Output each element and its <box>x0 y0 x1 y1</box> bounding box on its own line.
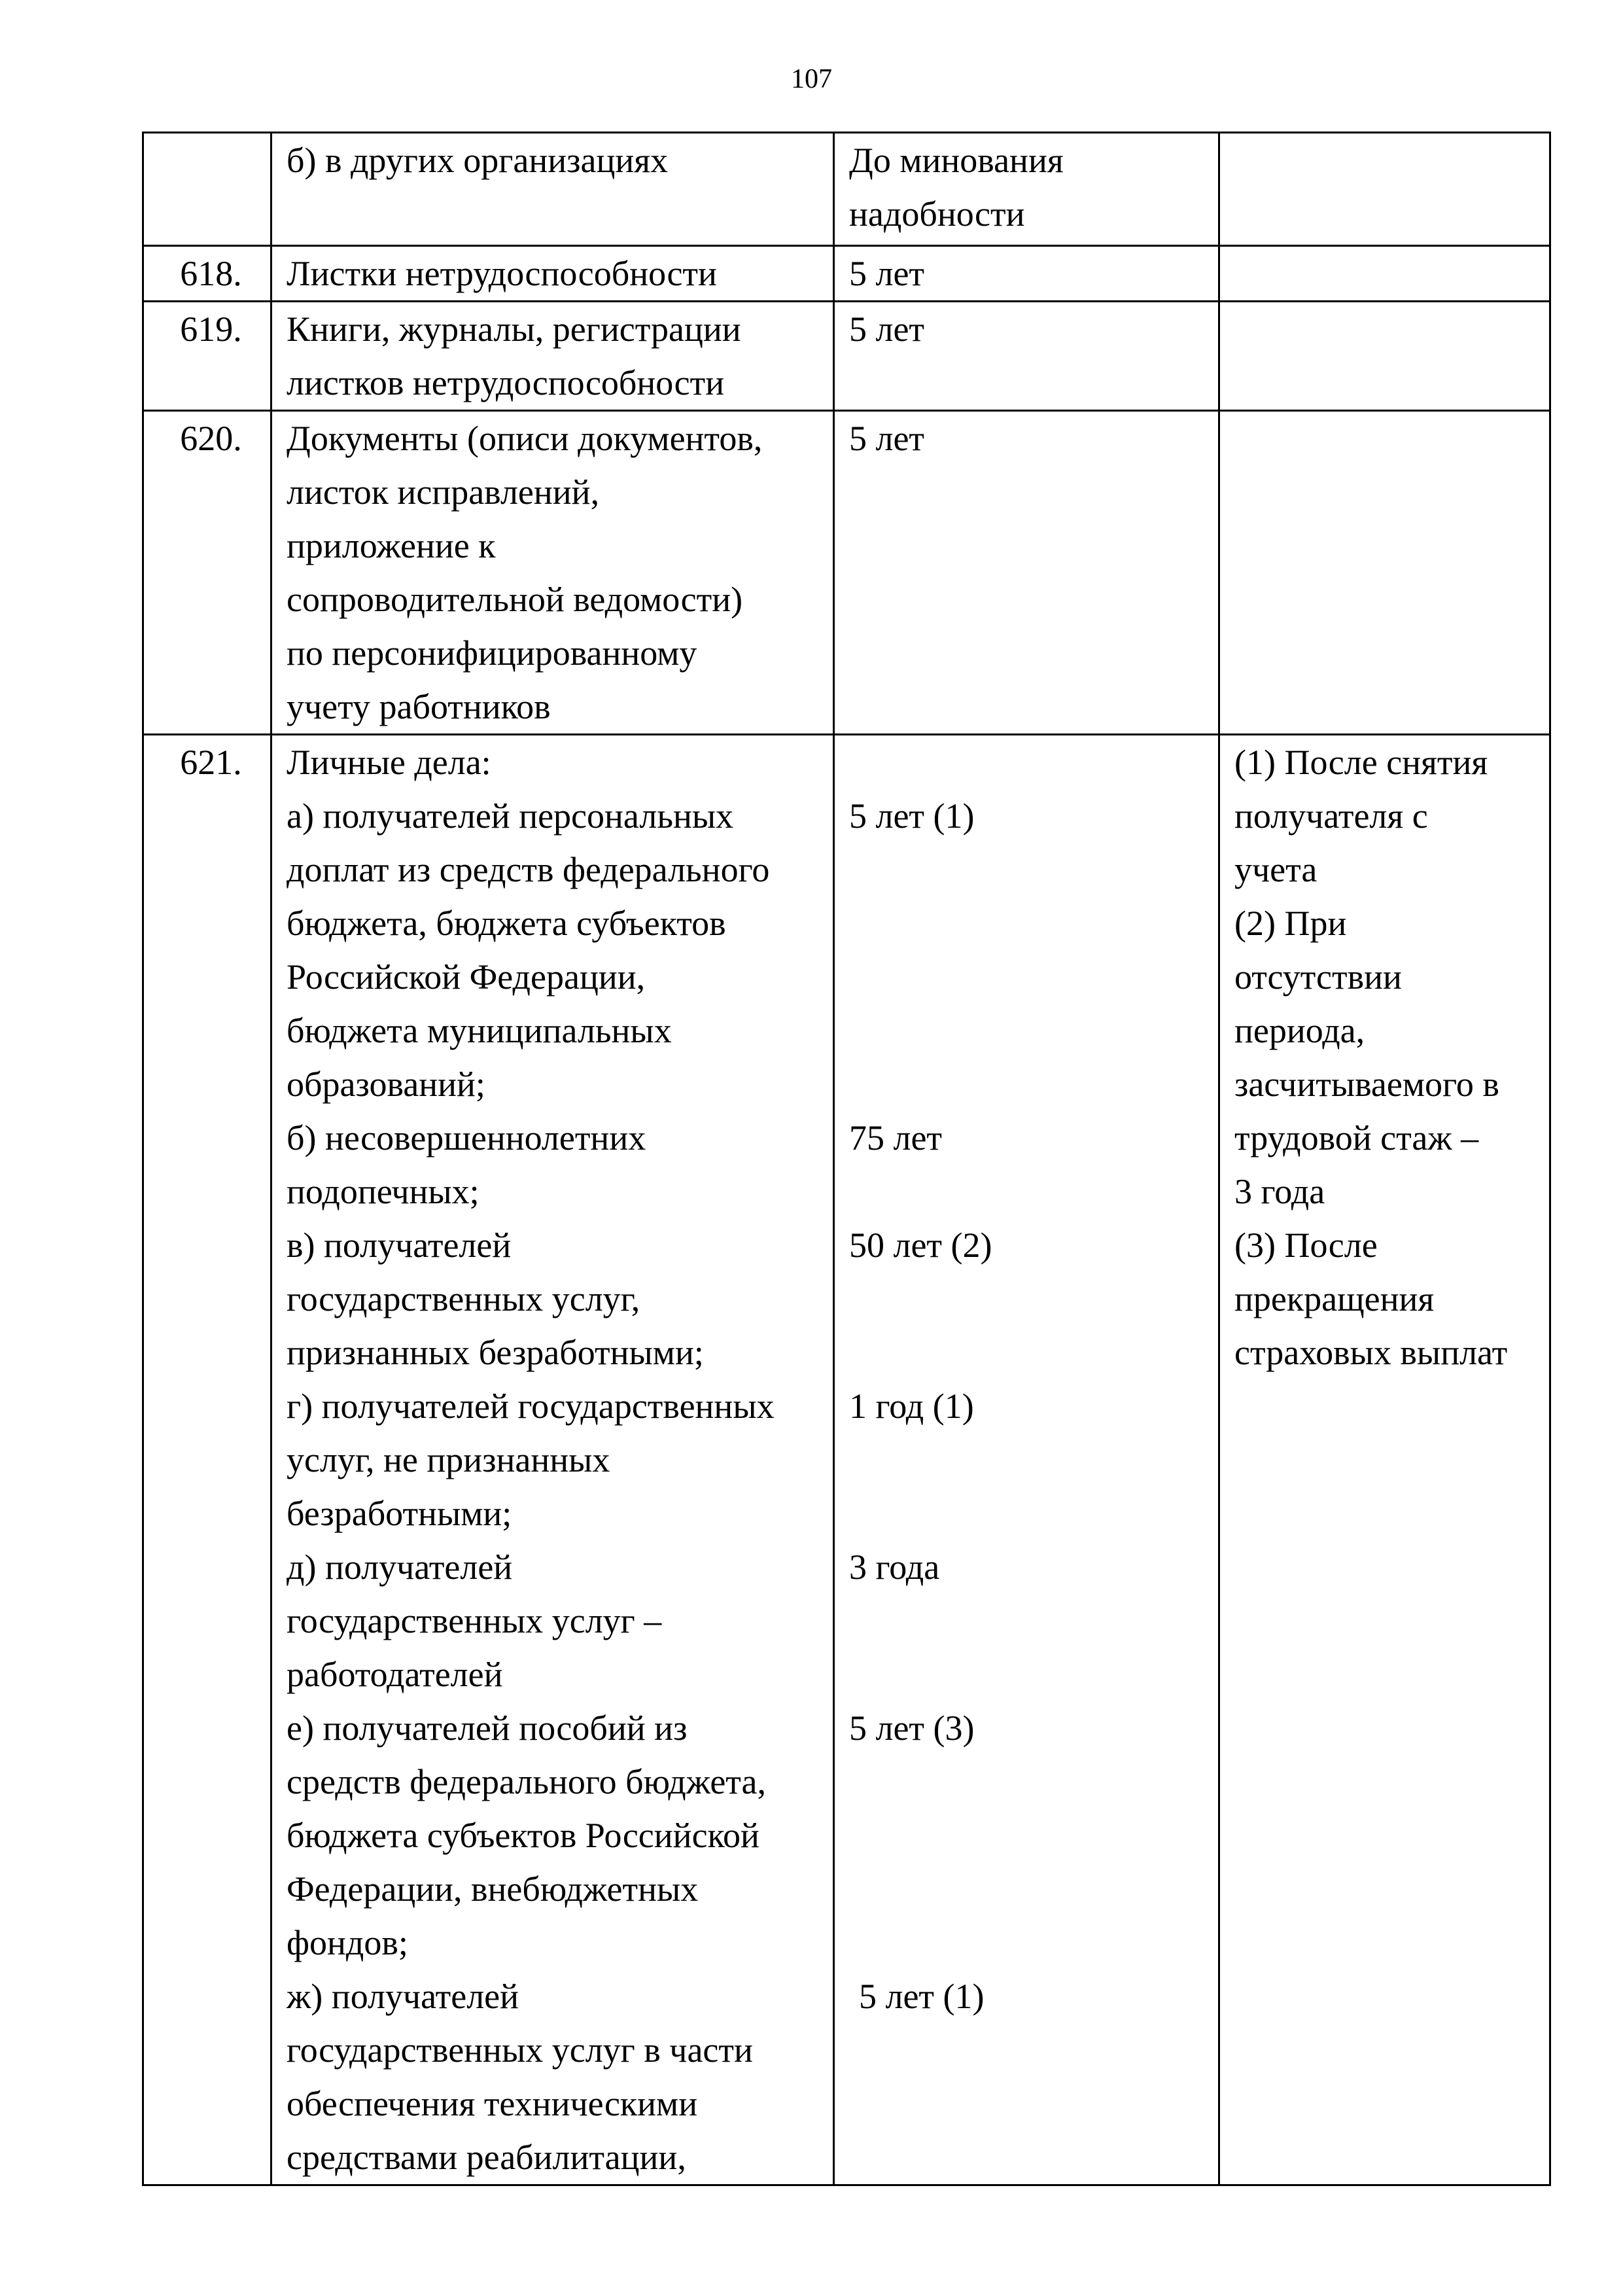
term-spacer <box>849 1004 1212 1057</box>
term-spacer <box>849 735 1212 789</box>
title-line: в) получателей <box>287 1226 512 1265</box>
note-line: 3 года <box>1234 1172 1325 1211</box>
term-line: 75 лет <box>849 1118 943 1157</box>
term-spacer <box>849 1862 1212 1916</box>
title-line: признанных безработными; <box>287 1333 704 1372</box>
note-line: трудовой стаж – <box>1234 1118 1479 1157</box>
retention-table <box>142 132 1551 2186</box>
term-line: 5 лет (1) <box>859 1977 985 2016</box>
term-line: 5 лет <box>849 309 925 349</box>
title-cell <box>271 735 834 2185</box>
title-cell <box>271 411 834 735</box>
row-number-cell: 620. <box>143 411 271 735</box>
term-spacer <box>849 1326 1212 1379</box>
table-row <box>143 735 1550 2185</box>
title-line: сопроводительной ведомости) <box>287 580 743 619</box>
title-line: фондов; <box>287 1923 408 1962</box>
term-spacer <box>849 1165 1212 1218</box>
term-line: 50 лет (2) <box>849 1226 992 1265</box>
term-line: 5 лет (3) <box>849 1708 975 1748</box>
note-line: (3) После <box>1234 1226 1378 1265</box>
title-line: г) получателей государственных <box>287 1386 775 1426</box>
title-line: б) несовершеннолетних <box>287 1118 646 1157</box>
term-spacer <box>849 1648 1212 1701</box>
term-spacer <box>849 950 1212 1004</box>
table-row <box>143 411 1550 735</box>
term-spacer <box>849 1755 1212 1809</box>
title-line: листков нетрудоспособности <box>287 363 725 402</box>
title-line: образований; <box>287 1065 485 1104</box>
title-line: б) в других организациях <box>287 141 669 180</box>
term-spacer <box>849 1594 1212 1648</box>
note-cell <box>1219 133 1550 246</box>
row-number-cell: 619. <box>143 302 271 411</box>
note-line: учета <box>1234 850 1318 889</box>
term-line: До минования <box>849 141 1064 180</box>
title-line: средств федерального бюджета, <box>287 1762 767 1801</box>
title-line: Личные дела: <box>287 743 491 782</box>
term-spacer <box>849 1916 1212 1969</box>
table-row <box>143 133 1550 246</box>
note-line: получателя с <box>1234 796 1428 836</box>
term-spacer <box>849 1487 1212 1540</box>
note-line: засчитываемого в <box>1234 1065 1499 1104</box>
retention-term-cell <box>834 735 1219 2185</box>
title-line: бюджета, бюджета субъектов <box>287 904 726 943</box>
title-line: листок исправлений, <box>287 472 600 512</box>
title-line: Книги, журналы, регистрации <box>287 309 741 349</box>
title-line: работодателей <box>287 1655 503 1694</box>
title-line: приложение к <box>287 526 496 565</box>
title-line: государственных услуг – <box>287 1601 662 1640</box>
title-line: услуг, не признанных <box>287 1440 610 1479</box>
retention-term-cell <box>834 411 1219 735</box>
term-line: 5 лет <box>849 254 925 293</box>
note-cell <box>1219 246 1550 302</box>
term-line: 3 года <box>849 1547 940 1587</box>
title-line: д) получателей <box>287 1547 513 1587</box>
term-spacer <box>849 1809 1212 1862</box>
term-line: 1 год (1) <box>849 1386 974 1426</box>
retention-term-cell <box>834 246 1219 302</box>
retention-term-cell <box>834 133 1219 246</box>
note-line: периода, <box>1234 1011 1365 1050</box>
title-line: учету работников <box>287 687 551 726</box>
note-cell <box>1219 302 1550 411</box>
title-line: Документы (описи документов, <box>287 419 763 458</box>
note-line: (1) После снятия <box>1234 743 1488 782</box>
title-line: Российской Федерации, <box>287 957 646 997</box>
retention-term-cell <box>834 302 1219 411</box>
title-line: обеспечения техническими <box>287 2084 698 2123</box>
title-line: ж) получателей <box>287 1977 519 2016</box>
note-line: отсутствии <box>1234 957 1402 997</box>
row-number-cell: 618. <box>143 246 271 302</box>
table-row <box>143 302 1550 411</box>
note-cell <box>1219 735 1550 2185</box>
term-spacer <box>849 1272 1212 1326</box>
title-cell <box>271 246 834 302</box>
title-line: средствами реабилитации, <box>287 2138 686 2177</box>
title-line: государственных услуг в части <box>287 2030 753 2070</box>
row-number-cell: 621. <box>143 735 271 2185</box>
term-spacer <box>849 896 1212 950</box>
title-line: бюджета муниципальных <box>287 1011 672 1050</box>
page-number: 107 <box>791 64 832 94</box>
title-line: Листки нетрудоспособности <box>287 254 717 293</box>
term-line: 5 лет <box>849 419 925 458</box>
title-line: а) получателей персональных <box>287 796 734 836</box>
term-spacer <box>849 1433 1212 1487</box>
note-cell <box>1219 411 1550 735</box>
note-line: страховых выплат <box>1234 1333 1508 1372</box>
term-spacer <box>849 1057 1212 1111</box>
note-line: прекращения <box>1234 1279 1435 1318</box>
row-number-cell <box>143 133 271 246</box>
title-line: подопечных; <box>287 1172 480 1211</box>
table-row <box>143 246 1550 302</box>
term-line: 5 лет (1) <box>849 796 975 836</box>
title-line: по персонифицированному <box>287 633 697 673</box>
title-line: государственных услуг, <box>287 1279 640 1318</box>
term-line: надобности <box>849 194 1025 234</box>
title-line: Федерации, внебюджетных <box>287 1869 699 1909</box>
note-line: (2) При <box>1234 904 1347 943</box>
title-line: доплат из средств федерального <box>287 850 770 889</box>
title-line: е) получателей пособий из <box>287 1708 688 1748</box>
title-line: безработными; <box>287 1494 512 1533</box>
title-line: бюджета субъектов Российской <box>287 1816 759 1855</box>
term-spacer <box>849 843 1212 896</box>
title-cell <box>271 133 834 246</box>
title-cell <box>271 302 834 411</box>
